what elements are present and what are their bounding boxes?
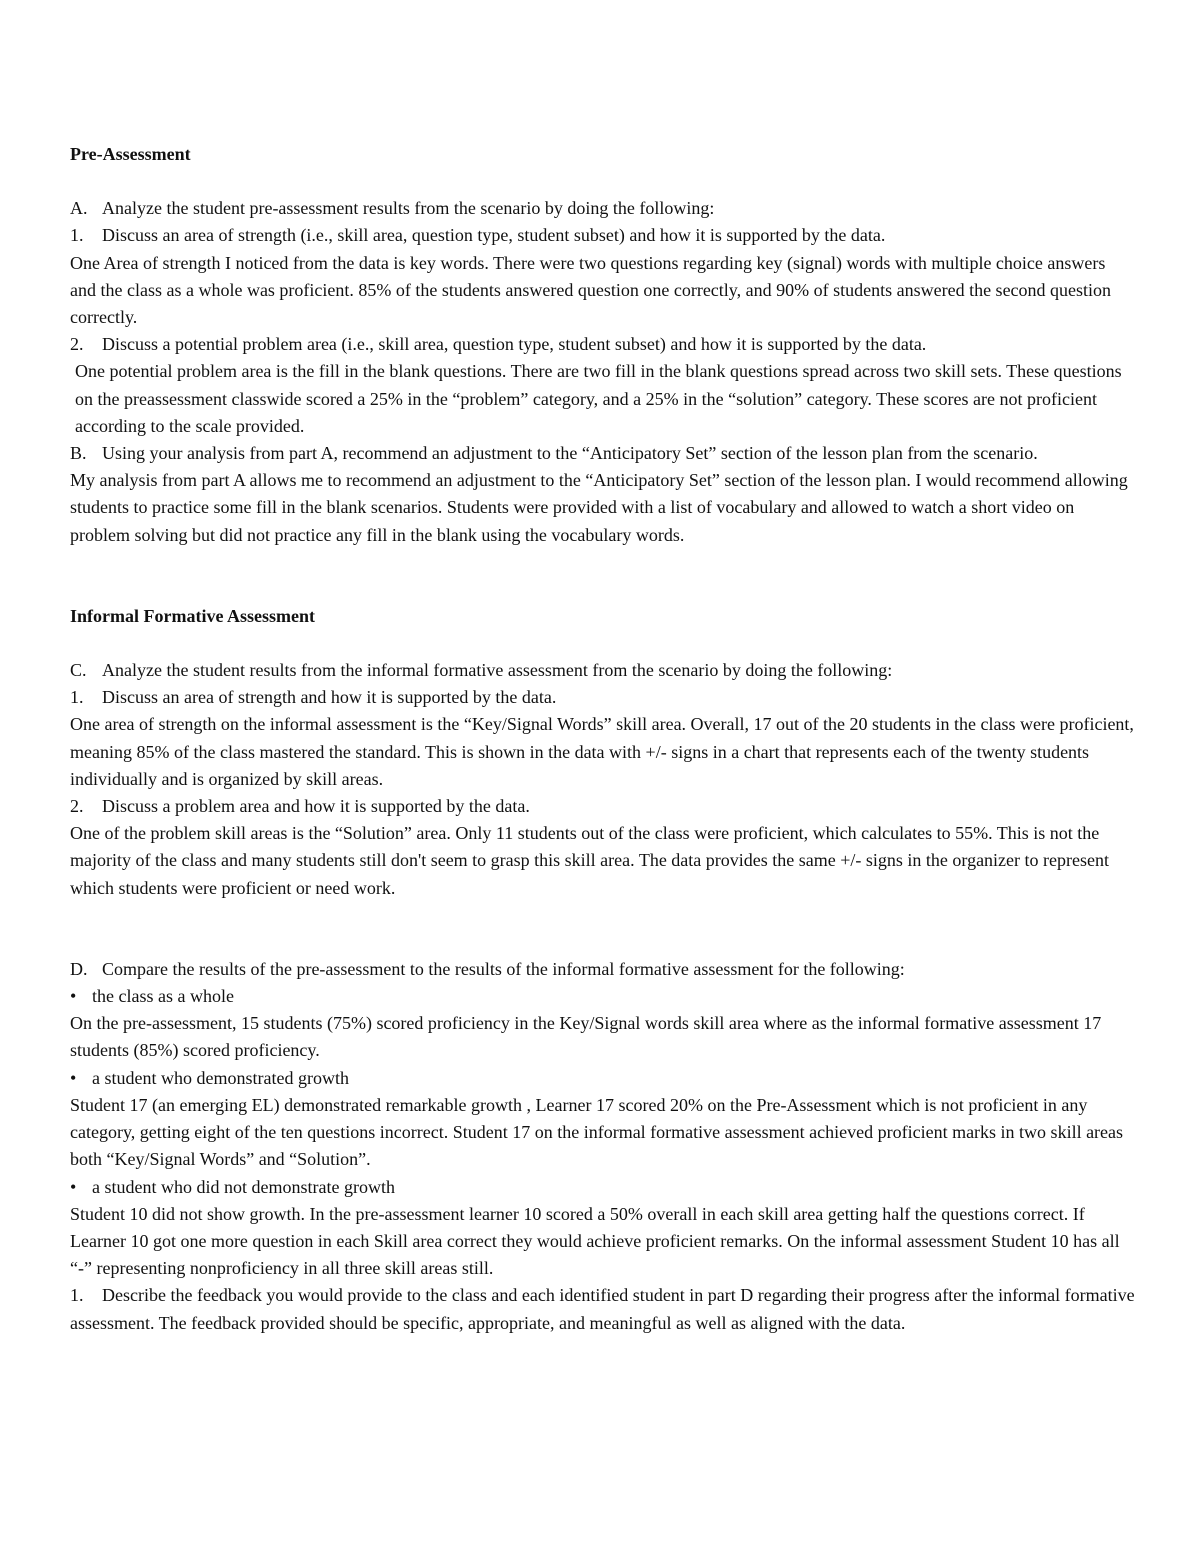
question-a1: [70, 222, 1135, 249]
answer-bullet-growth: Student 17 (an emerging EL) demonstrated remarkable growth , Learner 17 scored 20% on the Pre-Assessment which is not proficient in any category, getting eight of the ten questions incorrect. Student 17 on the informal formative assessment achieved proficient marks in two skill areas both “Key/Signal Words” and “Solution”.: [70, 1094, 1124, 1170]
answer-c1: One area of strength on the informal assessment is the “Key/Signal Words” skill area. Overall, 17 out of the 20 students in the class were proficient, meaning 85% of the class mastered the standard. This is shown in the data with +/- signs in a chart that represents each of the twenty students individually and is organized by skill areas.: [70, 714, 1134, 789]
bullet-icon: •: [70, 1176, 77, 1197]
bullet-item-no-growth: [70, 1174, 1135, 1201]
spacer: [70, 630, 1135, 657]
question-a1-text: Discuss an area of strength (i.e., skill area, question type, student subset) and how it is supported by the data.: [102, 225, 886, 246]
question-d1: [70, 1282, 1135, 1336]
question-c: [70, 657, 1135, 684]
question-a2: [70, 331, 1135, 358]
question-a: [70, 195, 1135, 222]
question-d1-text: Describe the feedback you would provide to the class and each identified student in part D regarding their progress after the informal formative assessment. The feedback provided should be specific, appropriate, and meaningful as well as aligned with the data.: [70, 1285, 1135, 1333]
question-b-label: B.: [70, 443, 87, 464]
pre-assessment-heading: Pre-Assessment: [70, 144, 191, 164]
question-d-label: D.: [70, 958, 88, 979]
question-c1: [70, 684, 1135, 711]
bullet-icon: •: [70, 1067, 77, 1088]
question-c1-text: Discuss an area of strength and how it is supported by the data.: [102, 687, 557, 708]
question-c2-text: Discuss a problem area and how it is supported by the data.: [102, 796, 530, 817]
question-d1-label: 1.: [70, 1285, 84, 1306]
question-c-label: C.: [70, 660, 87, 681]
question-a1-label: 1.: [70, 225, 84, 246]
answer-a1: One Area of strength I noticed from the data is key words. There were two questions regarding key (signal) words with multiple choice answers and the class as a whole was proficient. 85% of the students answered question one correctly, and 90% of students answered the second question correctly.: [70, 252, 1112, 328]
question-b: [70, 440, 1135, 467]
bullet-item-class: [70, 983, 1135, 1010]
question-a2-label: 2.: [70, 334, 84, 355]
question-a2-text: Discuss a potential problem area (i.e., skill area, question type, student subset) and how it is supported by the data.: [102, 334, 927, 355]
question-d: [70, 956, 1135, 983]
bullet-item-text: a student who did not demonstrate growth: [92, 1176, 395, 1197]
spacer: [70, 902, 1135, 956]
question-c2: [70, 793, 1135, 820]
spacer: [70, 168, 1135, 195]
answer-bullet-class: On the pre-assessment, 15 students (75%) scored proficiency in the Key/Signal words skill area where as the informal formative assessment 17 students (85%) scored proficiency.: [70, 1013, 1102, 1061]
question-c-text: Analyze the student results from the informal formative assessment from the scenario by doing the following:: [102, 660, 893, 681]
question-c2-label: 2.: [70, 796, 84, 817]
answer-b: My analysis from part A allows me to recommend an adjustment to the “Anticipatory Set” section of the lesson plan. I would recommend allowing students to practice some fill in the blank scenarios. Students were provided with a list of vocabulary and allowed to watch a short video on problem solving but did not practice any fill in the blank using the vocabulary words.: [70, 470, 1128, 545]
question-a-label: A.: [70, 198, 88, 219]
document-page: [70, 141, 1135, 1337]
bullet-item-text: the class as a whole: [92, 986, 234, 1007]
bullet-icon: •: [70, 986, 77, 1007]
question-d-text: Compare the results of the pre-assessment to the results of the informal formative assessment for the following:: [102, 958, 905, 979]
informal-formative-heading: Informal Formative Assessment: [70, 605, 315, 626]
question-c1-label: 1.: [70, 687, 84, 708]
bullet-item-text: a student who demonstrated growth: [92, 1067, 349, 1088]
answer-c2: One of the problem skill areas is the “Solution” area. Only 11 students out of the class were proficient, which calculates to 55%. This is not the majority of the class and many students still don't seem to grasp this skill area. The data provides the same +/- signs in the organizer to represent which students were proficient or need work.: [70, 823, 1109, 898]
spacer: [70, 549, 1135, 603]
bullet-item-growth: [70, 1065, 1135, 1092]
question-b-text: Using your analysis from part A, recommend an adjustment to the “Anticipatory Set” section of the lesson plan from the scenario.: [102, 443, 1038, 464]
answer-bullet-no-growth: Student 10 did not show growth. In the pre-assessment learner 10 scored a 50% overall in each skill area getting half the questions correct. If Learner 10 got one more question in each Skill area correct they would achieve proficient remarks. On the informal assessment Student 10 has all “-” representing nonproficiency in all three skill areas still.: [70, 1203, 1120, 1279]
answer-a2: One potential problem area is the fill in the blank questions. There are two fill in the blank questions spread across two skill sets. These questions on the preassessment classwide scored a 25% in the “problem” category, and a 25% in the “solution” category. These scores are not proficient according to the scale provided.: [75, 361, 1122, 436]
question-a-text: Analyze the student pre-assessment results from the scenario by doing the following:: [102, 198, 715, 219]
